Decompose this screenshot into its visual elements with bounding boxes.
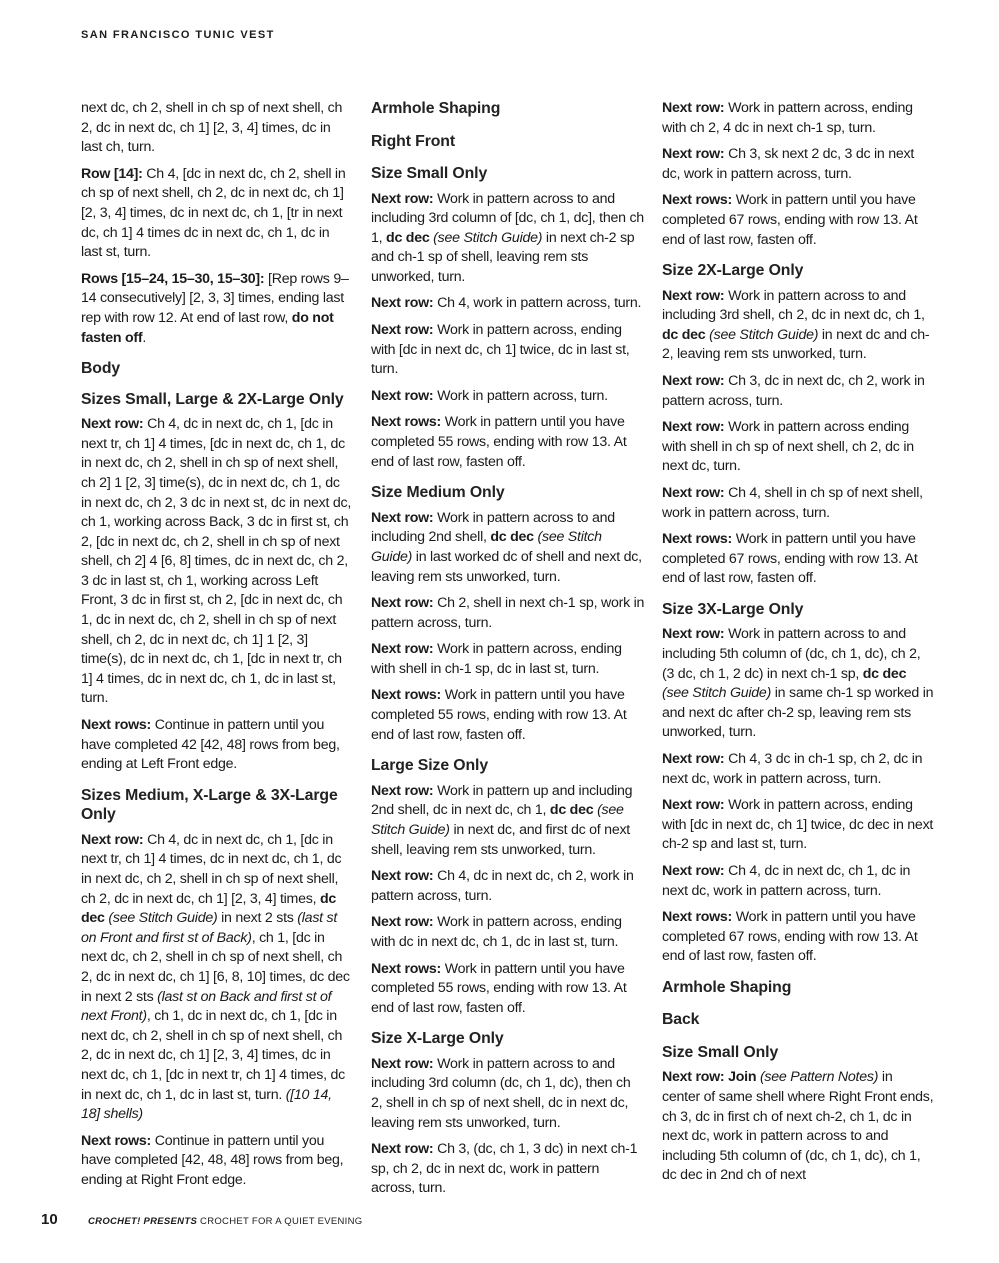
paragraph: Next rows: Continue in pattern until you have completed [42, 48, 48] rows from beg, ending at Right Front edge. xyxy=(81,1132,344,1188)
paragraph: Next row: Work in pattern across to and including 3rd column (dc, ch 1, dc), then ch 2, shell in ch sp of next shell, dc in next dc, leaving rem sts unworked, turn. xyxy=(371,1055,631,1131)
paragraph: Next rows: Work in pattern until you have completed 55 rows, ending with row 13. At end of last row, fasten off. xyxy=(371,414,627,470)
paragraph: Next row: Work in pattern across, ending with [dc in next dc, ch 1] twice, dc dec in next ch-2 sp and last st, turn. xyxy=(662,797,934,853)
section-heading: Body xyxy=(81,360,121,378)
paragraph: Next row: Ch 4, dc in next dc, ch 2, work in pattern across, turn. xyxy=(371,868,634,904)
page-number: 10 xyxy=(41,1211,58,1228)
column-3 xyxy=(662,99,934,1193)
paragraph: Next row: Ch 4, 3 dc in ch-1 sp, ch 2, dc in next dc, work in pattern across, turn. xyxy=(662,751,923,787)
section-heading: Right Front xyxy=(371,132,456,150)
paragraph: Next row: Ch 4, dc in next dc, ch 1, [dc in next tr, ch 1] 4 times, dc in next dc, ch 1, dc in next dc, ch 2, shell in ch sp of next shell, ch 2, dc in next dc, ch 1] [2, 3, 4] times, dc dec (see Stitch Guide) in next 2 sts (last st on Front and first st of Back), ch 1, [dc in next dc, ch 2, shell in ch sp of next shell, ch 2, dc in next dc, ch 1] [6, 8, 10] times, dc dec in next 2 sts (last st on Back and first st of next Front), ch 1, dc in next dc, ch 1, [dc in next dc, ch 2, shell in ch sp of next shell, ch 2, dc in next dc, ch 1] [2, 3, 4] times, dc in next dc, ch 1, [dc in next tr, ch 1] 4 times, dc in next dc, ch 1, dc in last st, turn. ([10 14, 18] shells) xyxy=(81,831,350,1123)
paragraph: next dc, ch 2, shell in ch sp of next shell, ch 2, dc in next dc, ch 1] [2, 3, 4] times, dc in last ch, turn. xyxy=(81,100,343,156)
paragraph: Next row: Ch 4, shell in ch sp of next shell, work in pattern across, turn. xyxy=(662,485,923,521)
section-heading: Large Size Only xyxy=(371,757,489,775)
paragraph: Next row: Work in pattern across, ending with dc in next dc, ch 1, dc in last st, turn. xyxy=(371,914,622,950)
paragraph: Next rows: Continue in pattern until you have completed 42 [42, 48] rows from beg, ending at Left Front edge. xyxy=(81,717,340,773)
paragraph: Next rows: Work in pattern until you have completed 55 rows, ending with row 13. At end of last row, fasten off. xyxy=(371,687,627,743)
section-heading: Size Small Only xyxy=(662,1043,779,1061)
column-2 xyxy=(371,99,645,1206)
section-heading: Sizes Medium, X-Large & 3X-Large Only xyxy=(81,786,338,824)
section-heading: Size Small Only xyxy=(371,165,488,182)
paragraph: Next row: Work in pattern across to and including 2nd shell, dc dec (see Stitch Guide) in last worked dc of shell and next dc, leaving rem sts unworked, turn. xyxy=(371,509,642,585)
paragraph: Next row: Ch 3, sk next 2 dc, 3 dc in next dc, work in pattern across, turn. xyxy=(662,146,915,182)
paragraph: Next row: Work in pattern across to and including 5th column of (dc, ch 1, dc), ch 2, (3 dc, ch 1, 2 dc) in next ch-1 sp, dc dec (see Stitch Guide) in same ch-1 sp worked in and next dc after ch-2 sp, leaving rem sts unworked, turn. xyxy=(662,626,934,741)
footer-brand: CROCHET! PRESENTS xyxy=(88,1216,198,1227)
section-heading: Armhole Shaping xyxy=(662,978,792,996)
running-head: SAN FRANCISCO TUNIC VEST xyxy=(81,29,275,41)
paragraph: Next rows: Work in pattern until you have completed 67 rows, ending with row 13. At end of last row, fasten off. xyxy=(662,531,918,587)
paragraph: Next row: Work in pattern across, ending with ch 2, 4 dc in next ch-1 sp, turn. xyxy=(662,100,913,136)
paragraph: Next row: Join (see Pattern Notes) in center of same shell where Right Front ends, ch 3, dc in first ch of next ch-2, ch 1, dc in next dc, work in pattern across to and including 5th column of (dc, ch 1, dc), ch 1, dc dec in 2nd ch of next xyxy=(662,1069,934,1184)
section-heading: Size 2X-Large Only xyxy=(662,262,804,280)
column-1 xyxy=(81,99,353,1198)
paragraph: Next row: Ch 4, work in pattern across, turn. xyxy=(371,295,642,312)
section-heading: Back xyxy=(662,1011,700,1029)
paragraph: Next row: Work in pattern up and including 2nd shell, dc in next dc, ch 1, dc dec (see Stitch Guide) in next dc, and first dc of next shell, leaving rem sts unworked, turn. xyxy=(371,782,633,858)
section-heading: Sizes Small, Large & 2X-Large Only xyxy=(81,390,344,408)
footer-book-title xyxy=(88,1216,362,1227)
paragraph: Next rows: Work in pattern until you have completed 67 rows, ending with row 13. At end of last row, fasten off. xyxy=(662,909,918,965)
paragraph: Next row: Work in pattern across, ending with shell in ch-1 sp, dc in last st, turn. xyxy=(371,641,622,677)
paragraph: Next row: Ch 4, dc in next dc, ch 1, [dc in next tr, ch 1] 4 times, [dc in next dc, ch 1, dc in next dc, ch 2, shell in ch sp of next shell, ch 2] 1 [2, 3] time(s), dc in next dc, ch 1, dc in next dc, ch 2, 3 dc in next st, dc in next dc, ch 1, working across Back, 3 dc in first st, ch 2, [dc in next dc, ch 2, shell in ch sp of next shell, ch 2] 4 [6, 8] times, dc in next dc, ch 2, 3 dc in last st, ch 1, working across Left Front, 3 dc in first st, ch 2, [dc in next dc, ch 1, dc in next dc, ch 2, shell in ch sp of next shell, ch 2, dc in next dc, ch 1] 1 [2, 3] time(s), dc in next dc, ch 1, [dc in next tr, ch 1] 4 times, dc in next dc, ch 1, dc in last st, turn. xyxy=(81,416,352,707)
paragraph: Next row: Ch 3, (dc, ch 1, 3 dc) in next ch-1 sp, ch 2, dc in next dc, work in pattern across, turn. xyxy=(371,1141,638,1197)
paragraph: Next row: Ch 4, dc in next dc, ch 1, dc in next dc, work in pattern across, turn. xyxy=(662,863,911,899)
section-heading: Armhole Shaping xyxy=(371,100,501,117)
paragraph: Next rows: Work in pattern until you have completed 67 rows, ending with row 13. At end of last row, fasten off. xyxy=(662,192,918,248)
paragraph: Next row: Work in pattern across, ending with [dc in next dc, ch 1] twice, dc in last st, turn. xyxy=(371,322,630,378)
paragraph: Next row: Ch 2, shell in next ch-1 sp, work in pattern across, turn. xyxy=(371,595,645,631)
paragraph: Row [14]: Ch 4, [dc in next dc, ch 2, shell in ch sp of next shell, ch 2, dc in next dc, ch 1] [2, 3, 4] times, dc in next dc, ch 1, [tr in next dc, ch 1] 4 times dc in next dc, ch 1, dc in last st, turn. xyxy=(81,165,346,261)
paragraph: Next row: Work in pattern across to and including 3rd column of [dc, ch 1, dc], then ch 1, dc dec (see Stitch Guide) in next ch-2 sp and ch-1 sp of shell, leaving rem sts unworked, turn. xyxy=(371,190,644,285)
footer-title-text: CROCHET FOR A QUIET EVENING xyxy=(197,1216,363,1227)
paragraph: Rows [15–24, 15–30, 15–30]: [Rep rows 9–14 consecutively] [2, 3, 3] times, ending last rep with row 12. At end of last row, do not fasten off. xyxy=(81,270,349,346)
paragraph: Next rows: Work in pattern until you have completed 55 rows, ending with row 13. At end of last row, fasten off. xyxy=(371,960,627,1016)
paragraph: Next row: Ch 3, dc in next dc, ch 2, work in pattern across, turn. xyxy=(662,373,925,409)
paragraph: Next row: Work in pattern across ending with shell in ch sp of next shell, ch 2, dc in next dc, turn. xyxy=(662,419,914,475)
paragraph: Next row: Work in pattern across, turn. xyxy=(371,387,608,404)
section-heading: Size X-Large Only xyxy=(371,1030,504,1048)
paragraph: Next row: Work in pattern across to and including 3rd shell, ch 2, dc in next dc, ch 1, dc dec (see Stitch Guide) in next dc and ch-2, leaving rem sts unworked, turn. xyxy=(662,287,930,363)
section-heading: Size 3X-Large Only xyxy=(662,600,804,618)
section-heading: Size Medium Only xyxy=(371,484,505,502)
